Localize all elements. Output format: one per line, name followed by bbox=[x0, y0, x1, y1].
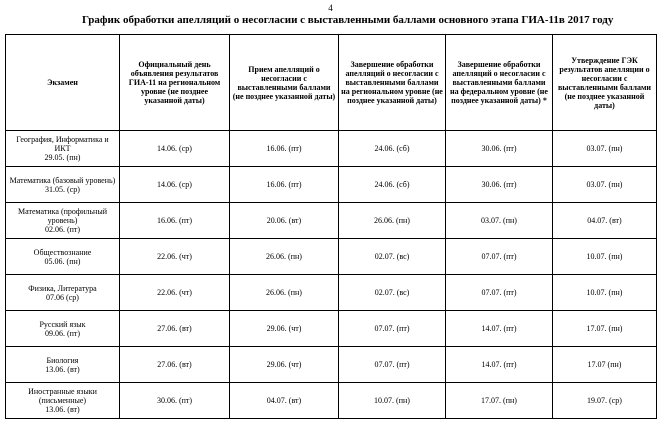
results-announcement-cell: 16.06. (пт) bbox=[120, 203, 230, 239]
exam-name: География, Информатика и ИКТ bbox=[16, 135, 109, 153]
exam-name: Иностранные языки (письменные) bbox=[28, 387, 97, 405]
appeal-acceptance-cell: 04.07. (вт) bbox=[230, 383, 339, 419]
column-header-results-announcement: Официальный день объявления результатов ГИА-11 на региональном уровне (не позднее указанной даты) bbox=[120, 35, 230, 131]
federal-processing-cell: 07.07. (пт) bbox=[446, 239, 553, 275]
federal-processing-cell: 03.07. (пн) bbox=[446, 203, 553, 239]
exam-cell bbox=[6, 383, 120, 419]
exam-cell bbox=[6, 131, 120, 167]
exam-date: 02.06. (пт) bbox=[44, 225, 81, 234]
appeal-acceptance-cell: 20.06. (вт) bbox=[230, 203, 339, 239]
appeal-acceptance-cell: 29.06. (чт) bbox=[230, 311, 339, 347]
appeal-acceptance-cell: 16.06. (пт) bbox=[230, 131, 339, 167]
gek-approval-cell: 03.07. (пн) bbox=[553, 167, 657, 203]
results-announcement-cell: 27.06. (вт) bbox=[120, 347, 230, 383]
table-row bbox=[6, 311, 657, 347]
results-announcement-cell: 22.06. (чт) bbox=[120, 239, 230, 275]
table-row bbox=[6, 347, 657, 383]
exam-name: Физика, Литература bbox=[28, 283, 97, 293]
federal-processing-cell: 30.06. (пт) bbox=[446, 131, 553, 167]
results-announcement-cell: 27.06. (вт) bbox=[120, 311, 230, 347]
federal-processing-cell: 30.06. (пт) bbox=[446, 167, 553, 203]
table-row bbox=[6, 275, 657, 311]
appeal-acceptance-cell: 26.06. (пн) bbox=[230, 239, 339, 275]
table-row bbox=[6, 239, 657, 275]
regional-processing-cell: 10.07. (пн) bbox=[339, 383, 446, 419]
exam-name: Русский язык bbox=[39, 319, 86, 329]
column-header-appeal-acceptance: Прием апелляций о несогласии с выставленными баллами (не позднее указанной даты) bbox=[230, 35, 339, 131]
exam-cell bbox=[6, 203, 120, 239]
results-announcement-cell: 14.06. (ср) bbox=[120, 167, 230, 203]
column-header-regional-processing: Завершение обработки апелляций о несогласии с выставленными баллами на региональном уровне (не позднее указанной даты) bbox=[339, 35, 446, 131]
exam-cell bbox=[6, 311, 120, 347]
exam-date: 31.05. (ср) bbox=[45, 184, 80, 194]
exam-cell bbox=[6, 167, 120, 203]
column-header-federal-processing: Завершение обработки апелляций о несогласии с выставленными баллами на федеральном уровне (не позднее указанной даты) * bbox=[446, 35, 553, 131]
gek-approval-cell: 03.07. (пн) bbox=[553, 131, 657, 167]
page-number: 4 bbox=[328, 3, 333, 13]
exam-cell bbox=[6, 239, 120, 275]
table-row bbox=[6, 131, 657, 167]
gek-approval-cell: 10.07. (пн) bbox=[553, 275, 657, 311]
results-announcement-cell: 30.06. (пт) bbox=[120, 383, 230, 419]
regional-processing-cell: 02.07. (вс) bbox=[339, 239, 446, 275]
appeals-schedule-table bbox=[5, 34, 657, 419]
exam-date: 13.06. (вт) bbox=[45, 405, 80, 414]
federal-processing-cell: 17.07. (пн) bbox=[446, 383, 553, 419]
exam-date: 07.06 (ср) bbox=[46, 292, 79, 302]
regional-processing-cell: 24.06. (сб) bbox=[339, 131, 446, 167]
table-header-row bbox=[6, 35, 657, 131]
regional-processing-cell: 26.06. (пн) bbox=[339, 203, 446, 239]
exam-name: Математика (базовый уровень) bbox=[9, 175, 116, 185]
column-header-gek-approval: Утверждение ГЭК результатов апелляции о несогласии с выставленными баллами (не позднее указанной даты) bbox=[553, 35, 657, 131]
appeal-acceptance-cell: 16.06. (пт) bbox=[230, 167, 339, 203]
column-header-exam: Экзамен bbox=[6, 35, 120, 131]
appeal-acceptance-cell: 29.06. (чт) bbox=[230, 347, 339, 383]
exam-name: Обществознание bbox=[33, 247, 92, 257]
exam-date: 29.05. (пн) bbox=[44, 153, 81, 162]
document-title: График обработки апелляций о несогласии с выставленными баллами основного этапа ГИА-11в 2017 году bbox=[82, 14, 614, 26]
regional-processing-cell: 02.07. (вс) bbox=[339, 275, 446, 311]
federal-processing-cell: 14.07. (пт) bbox=[446, 347, 553, 383]
exam-name: Математика (профильный уровень) bbox=[18, 207, 107, 225]
regional-processing-cell: 07.07. (пт) bbox=[339, 347, 446, 383]
results-announcement-cell: 14.06. (ср) bbox=[120, 131, 230, 167]
table-row bbox=[6, 203, 657, 239]
exam-cell bbox=[6, 275, 120, 311]
results-announcement-cell: 22.06. (чт) bbox=[120, 275, 230, 311]
table-row bbox=[6, 167, 657, 203]
gek-approval-cell: 17.07. (пн) bbox=[553, 311, 657, 347]
gek-approval-cell: 17.07 (пн) bbox=[553, 347, 657, 383]
gek-approval-cell: 19.07. (ср) bbox=[553, 383, 657, 419]
exam-name: Биология bbox=[46, 355, 79, 365]
appeal-acceptance-cell: 26.06. (пн) bbox=[230, 275, 339, 311]
gek-approval-cell: 04.07. (вт) bbox=[553, 203, 657, 239]
exam-date: 13.06. (вт) bbox=[45, 364, 80, 374]
gek-approval-cell: 10.07. (пн) bbox=[553, 239, 657, 275]
federal-processing-cell: 14.07. (пт) bbox=[446, 311, 553, 347]
exam-date: 05.06. (пн) bbox=[44, 256, 81, 266]
table-row bbox=[6, 383, 657, 419]
exam-cell bbox=[6, 347, 120, 383]
exam-date: 09.06. (пт) bbox=[44, 328, 81, 338]
regional-processing-cell: 24.06. (сб) bbox=[339, 167, 446, 203]
regional-processing-cell: 07.07. (пт) bbox=[339, 311, 446, 347]
federal-processing-cell: 07.07. (пт) bbox=[446, 275, 553, 311]
